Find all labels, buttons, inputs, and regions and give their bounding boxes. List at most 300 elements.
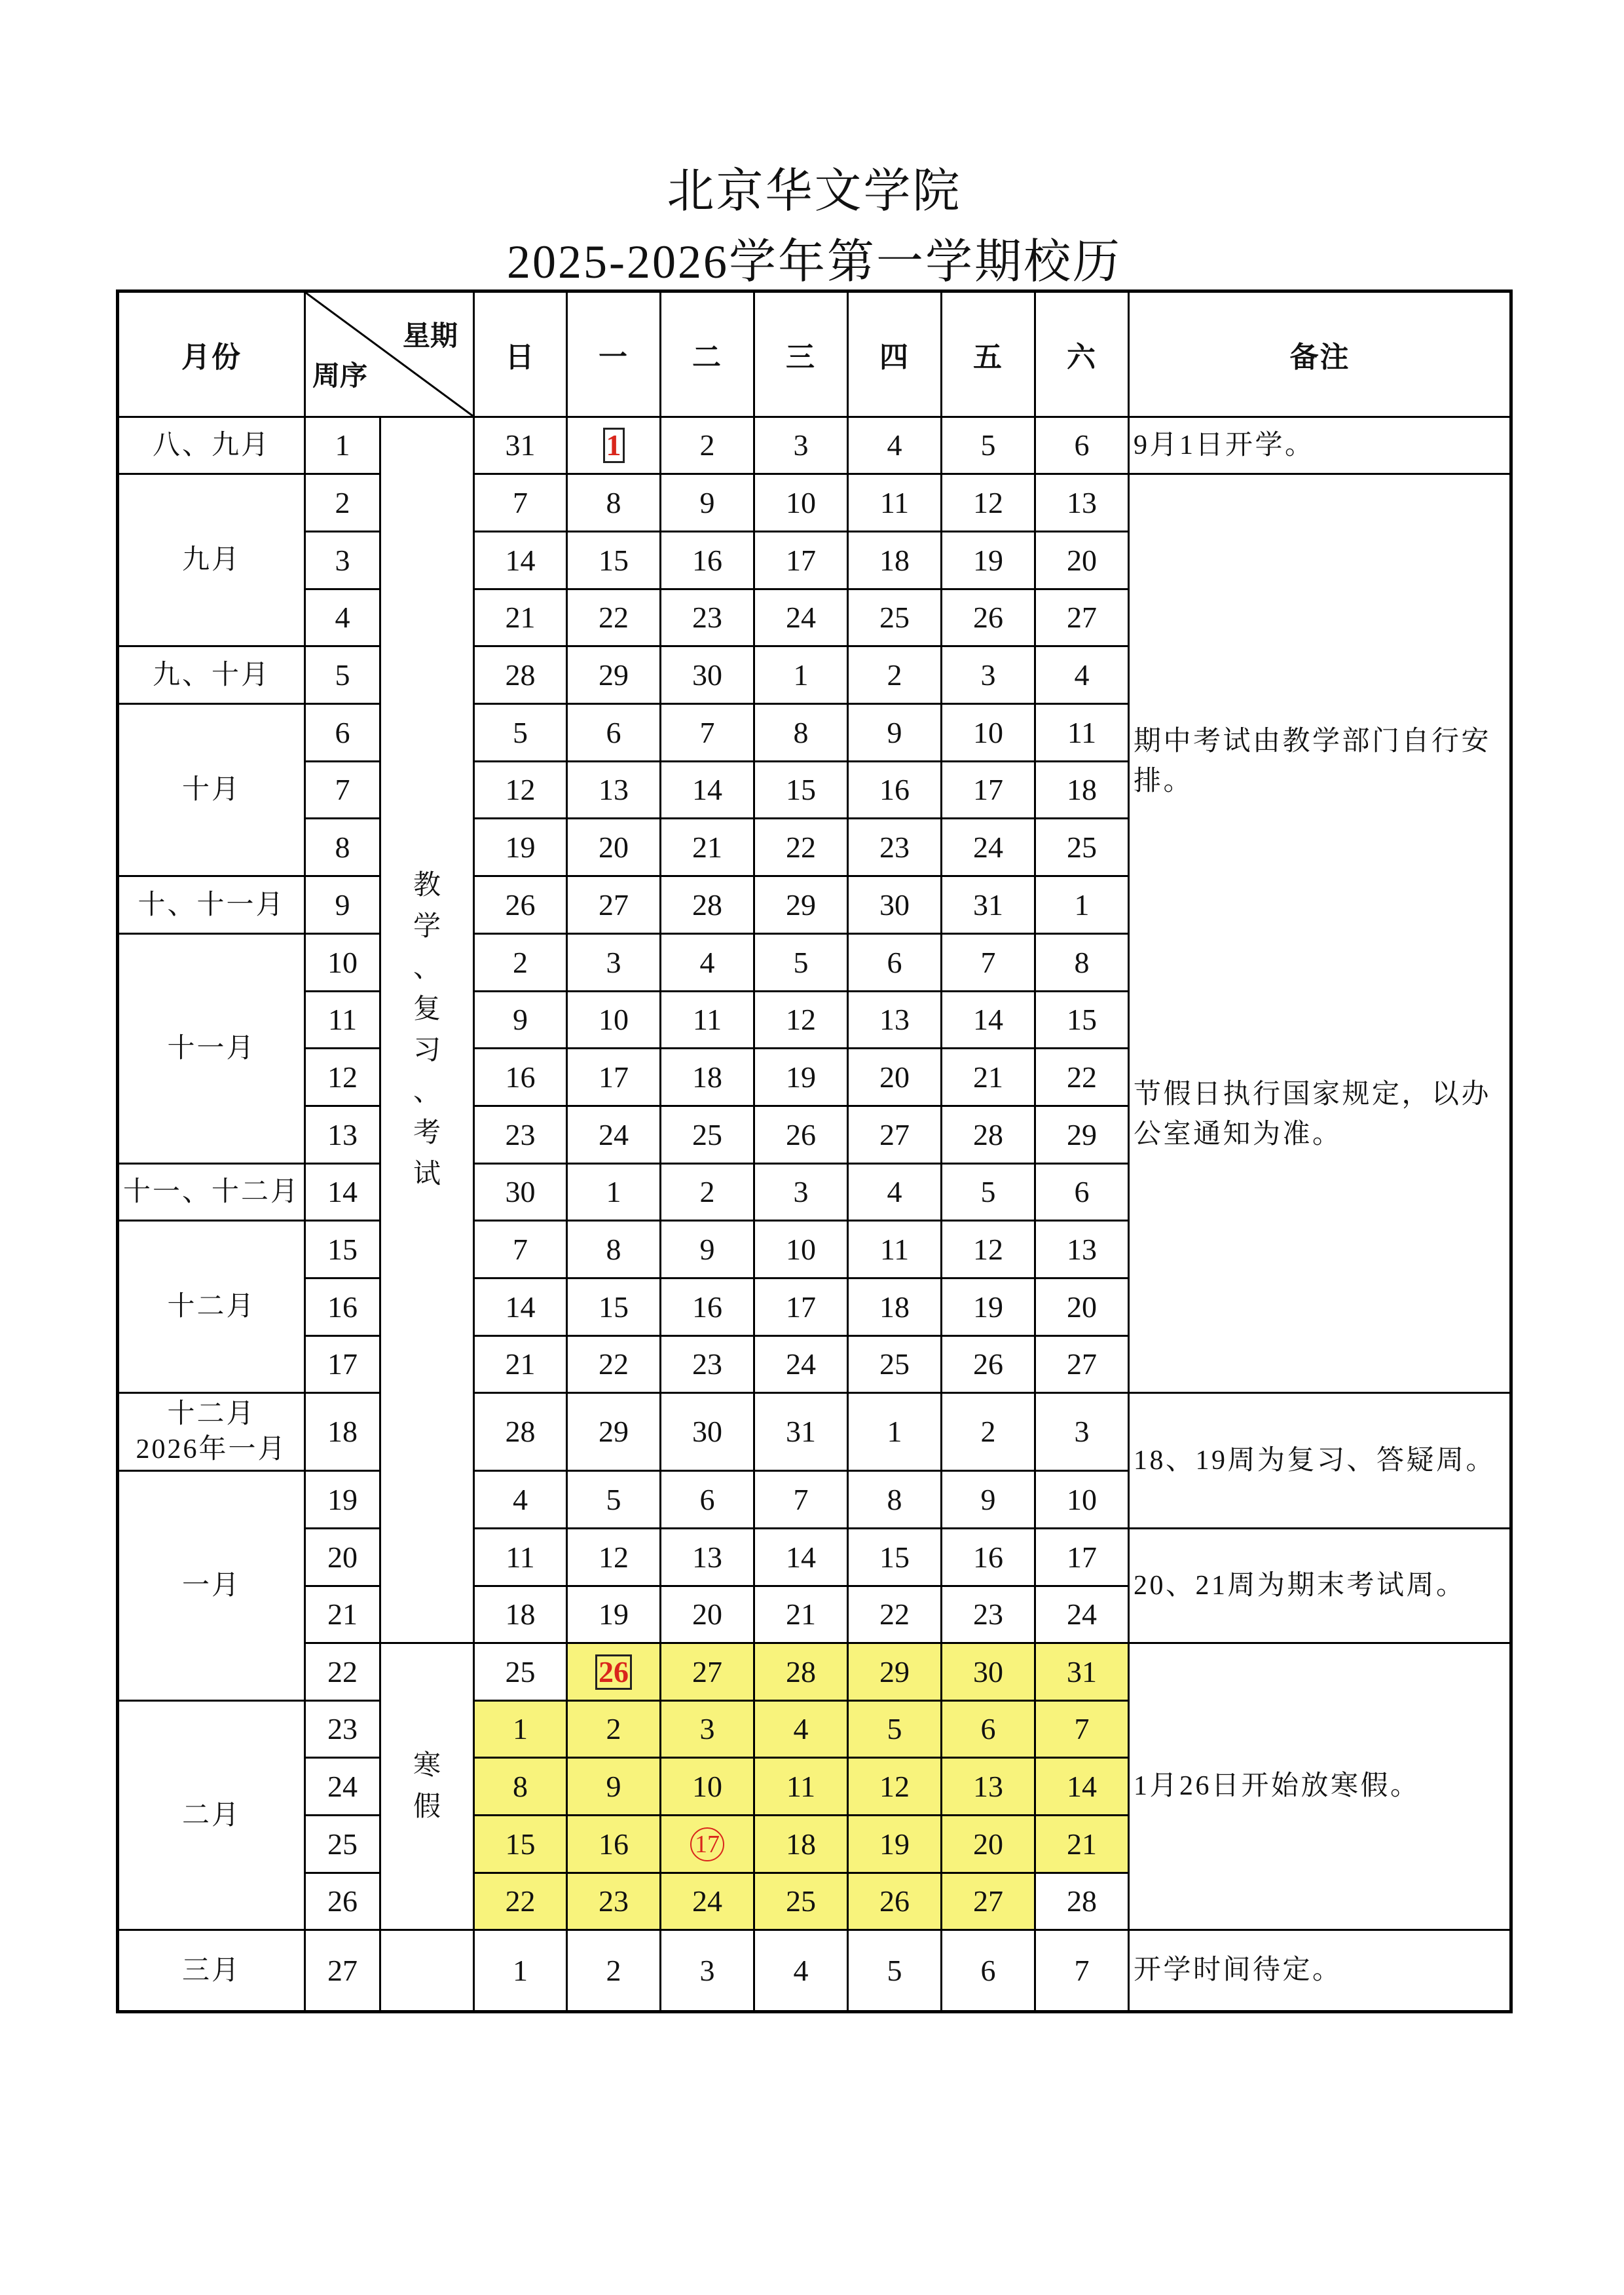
date-cell [473,1929,568,2012]
date-cell [753,645,849,705]
date-number: 26 [879,1884,910,1918]
date-number: 19 [505,830,536,864]
date-cell [473,1163,568,1222]
date-number: 4 [793,1953,809,1987]
week-number-cell [304,1527,381,1587]
vacation-date-cell [473,1814,568,1874]
date-number: 6 [1074,428,1090,462]
date-number: 12 [786,1003,816,1036]
date-number: 14 [973,1003,1003,1036]
vacation-date-cell [566,1642,661,1702]
date-number: 25 [1067,830,1097,864]
date-number: 25 [879,601,910,634]
date-cell [753,1163,849,1222]
date-number: 12 [973,1232,1003,1266]
date-number: 8 [606,1232,621,1266]
date-cell [940,473,1036,532]
date-number: 2 [606,1712,621,1745]
date-cell [1034,1527,1130,1587]
vacation-date-cell [847,1757,942,1816]
vacation-date-cell [940,1700,1036,1759]
date-number: 9 [606,1769,621,1803]
date-number: 16 [505,1060,536,1094]
date-cell [940,817,1036,877]
date-cell [566,1470,661,1529]
boxed-date-number: 1 [603,428,625,463]
date-number: 2 [606,1953,621,1987]
date-number: 16 [973,1540,1003,1574]
date-number: 13 [1067,1232,1097,1266]
phase-vacation-cell [379,1642,475,1931]
date-number: 18 [786,1827,816,1861]
week-number: 5 [335,658,350,692]
header-day-cell [753,291,849,418]
date-number: 13 [973,1769,1003,1803]
week-number: 6 [335,715,350,749]
date-number: 29 [599,1415,629,1448]
vacation-date-cell [566,1814,661,1874]
date-cell [753,817,849,877]
date-cell [473,531,568,590]
date-cell [659,1527,755,1587]
date-number: 2 [980,1415,996,1448]
week-number-cell [304,760,381,819]
date-number: 26 [505,887,536,922]
date-number: 12 [505,773,536,806]
date-cell [473,1642,568,1702]
date-number: 6 [887,945,902,979]
header-day-label: 一 [599,341,629,373]
date-cell [1034,1105,1130,1165]
date-cell [473,416,568,475]
date-cell [659,875,755,935]
date-number: 24 [786,601,816,634]
date-cell [847,1220,942,1279]
date-number: 22 [599,1347,629,1381]
date-cell [1034,531,1130,590]
vacation-date-cell [753,1757,849,1816]
date-cell [659,1929,755,2012]
date-cell [753,1392,849,1472]
date-number: 14 [786,1540,816,1574]
date-number: 10 [786,485,816,519]
date-cell [659,1335,755,1394]
week-number-cell [304,1163,381,1222]
date-cell [847,1929,942,2012]
date-number: 14 [692,773,722,806]
date-cell [940,875,1036,935]
date-cell [847,473,942,532]
week-number: 23 [327,1712,358,1745]
date-cell [753,416,849,475]
date-cell [847,416,942,475]
date-number: 3 [793,428,809,462]
date-number: 27 [599,887,629,922]
date-number: 10 [599,1003,629,1036]
date-number: 27 [692,1654,722,1689]
month-label: 十二月 [167,1399,256,1429]
date-cell [847,1277,942,1337]
date-cell [1034,1929,1130,2012]
date-number: 10 [973,715,1003,749]
date-cell [940,1105,1036,1165]
date-cell [659,1585,755,1644]
date-number: 14 [1067,1769,1097,1803]
week-number-cell [304,990,381,1049]
week-number: 26 [327,1884,358,1918]
date-number: 18 [879,1290,910,1324]
date-cell [473,1335,568,1394]
week-number: 18 [327,1415,358,1448]
week-number: 16 [327,1290,358,1324]
date-cell [473,1047,568,1107]
date-cell [566,760,661,819]
vacation-date-cell [753,1700,849,1759]
week-number: 27 [327,1953,358,1987]
vacation-date-cell [1034,1642,1130,1702]
date-number: 10 [692,1769,722,1803]
date-number: 29 [786,887,816,922]
date-number: 6 [1074,1175,1090,1208]
month-label: 九月 [181,545,241,575]
date-cell [940,1163,1036,1222]
date-cell [940,1047,1036,1107]
date-number: 5 [887,1953,902,1987]
date-number: 4 [793,1712,809,1745]
vacation-date-cell [1034,1700,1130,1759]
date-number: 17 [1067,1540,1097,1574]
date-number: 2 [699,428,715,462]
header-day-label: 三 [786,341,816,373]
week-number-cell [304,933,381,992]
date-number: 12 [973,485,1003,519]
date-number: 23 [599,1884,629,1918]
month-cell [117,1163,306,1222]
date-number: 25 [505,1654,536,1689]
week-number-cell [304,703,381,762]
month-cell [117,1392,306,1472]
week-number: 14 [327,1175,358,1208]
date-cell [940,760,1036,819]
date-cell [753,588,849,647]
vacation-date-cell [940,1814,1036,1874]
date-cell [847,875,942,935]
date-number: 9 [513,1003,528,1036]
date-number: 18 [1067,773,1097,806]
date-number: 27 [1067,1347,1097,1381]
calendar-title: 2025-2026学年第一学期校历 [507,236,1122,288]
vacation-date-cell [940,1642,1036,1702]
date-cell [753,473,849,532]
vacation-date-cell [847,1700,942,1759]
month-label-line2: 2026年一月 [136,1434,287,1465]
date-number: 1 [1074,887,1090,922]
date-cell [847,990,942,1049]
date-cell [473,1470,568,1529]
week-number: 8 [335,830,350,864]
date-cell [473,473,568,532]
vacation-date-cell [659,1642,755,1702]
week-number: 17 [327,1347,358,1381]
date-number: 26 [786,1117,816,1151]
date-cell [847,1105,942,1165]
date-number: 23 [692,1347,722,1381]
date-number: 17 [973,773,1003,806]
remark-text-holidays: 节假日执行国家规定，以办公室通知为准。 [1134,1079,1492,1149]
date-cell [659,1470,755,1529]
date-number: 11 [1067,715,1097,749]
date-cell [566,1392,661,1472]
date-number: 28 [505,658,536,692]
vacation-date-cell [473,1700,568,1759]
date-cell [473,1220,568,1279]
vacation-date-cell [847,1642,942,1702]
month-cell [117,933,306,1165]
date-number: 11 [506,1540,535,1574]
date-number: 28 [786,1654,816,1689]
month-cell [117,1929,306,2012]
vacation-date-cell [940,1872,1036,1931]
vacation-date-cell [566,1700,661,1759]
date-number: 26 [973,1347,1003,1381]
week-number-cell [304,1872,381,1931]
month-cell [117,875,306,935]
date-number: 30 [879,887,910,922]
date-number: 1 [887,1415,902,1448]
date-cell [566,1220,661,1279]
date-number: 12 [879,1769,910,1803]
date-number: 17 [786,1290,816,1324]
date-cell [753,1047,849,1107]
date-cell [659,703,755,762]
date-cell [566,1047,661,1107]
remark-cell [1128,473,1512,1394]
week-number: 19 [327,1482,358,1516]
date-cell [753,1527,849,1587]
week-number: 22 [327,1654,358,1689]
date-number: 8 [513,1769,528,1803]
date-number: 9 [887,715,902,749]
phase-teaching-cell [379,416,475,1644]
date-cell [847,1392,942,1472]
date-cell [659,416,755,475]
date-cell [566,645,661,705]
date-cell [847,1163,942,1222]
date-number: 23 [692,601,722,634]
date-cell [753,1335,849,1394]
vacation-date-cell [566,1757,661,1816]
week-number-cell [304,1335,381,1394]
date-number: 22 [505,1884,536,1918]
date-number: 3 [606,945,621,979]
date-number: 7 [1074,1953,1090,1987]
month-label: 十、十一月 [138,889,286,920]
header-day-label: 四 [879,341,910,373]
month-label: 八、九月 [152,430,270,460]
remark-text: 9月1日开学。 [1134,430,1315,460]
date-number: 19 [973,1290,1003,1324]
date-cell [566,990,661,1049]
date-number: 15 [786,773,816,806]
week-number: 2 [335,485,350,519]
date-cell [940,990,1036,1049]
date-cell [1034,817,1130,877]
date-number: 9 [699,1232,715,1266]
circled-date-number: 17 [690,1827,724,1861]
date-number: 23 [505,1117,536,1151]
date-number: 9 [980,1482,996,1516]
week-number-cell [304,1814,381,1874]
date-cell [473,1527,568,1587]
date-number: 23 [973,1597,1003,1631]
date-number: 9 [699,485,715,519]
vacation-date-cell [566,1872,661,1931]
week-number: 13 [327,1117,358,1151]
date-number: 13 [692,1540,722,1574]
week-number: 21 [327,1597,358,1631]
date-number: 4 [887,1175,902,1208]
date-number: 30 [505,1175,536,1208]
date-number: 17 [599,1060,629,1094]
date-cell [566,1277,661,1337]
date-cell [1034,760,1130,819]
week-number-cell [304,1220,381,1279]
vacation-date-cell [659,1700,755,1759]
date-number: 3 [980,658,996,692]
month-label: 二月 [181,1800,241,1831]
date-number: 20 [1067,543,1097,577]
date-cell [940,1929,1036,2012]
date-cell [659,1277,755,1337]
date-number: 24 [1067,1597,1097,1631]
month-label: 十一、十二月 [122,1177,300,1207]
date-number: 19 [599,1597,629,1631]
date-number: 14 [505,1290,536,1324]
date-cell [659,760,755,819]
date-number: 18 [879,543,910,577]
vacation-date-cell [1034,1757,1130,1816]
date-cell [940,1392,1036,1472]
header-day-cell [940,291,1036,418]
vacation-date-cell [473,1872,568,1931]
diagonal-divider [306,293,473,416]
date-cell [1034,1047,1130,1107]
date-number: 24 [973,830,1003,864]
date-cell [659,645,755,705]
header-day-label: 五 [973,341,1003,373]
date-number: 1 [513,1712,528,1745]
date-cell [1034,645,1130,705]
date-cell [753,1220,849,1279]
date-number: 7 [980,945,996,979]
date-cell [940,1527,1036,1587]
week-number-cell [304,1585,381,1644]
date-cell [1034,473,1130,532]
week-number-cell [304,1105,381,1165]
date-cell [566,875,661,935]
week-number-cell [304,1642,381,1702]
date-cell [847,1527,942,1587]
header-day-label: 日 [505,341,536,373]
date-number: 21 [692,830,722,864]
school-name: 北京华文学院 [667,165,962,217]
date-cell [1034,416,1130,475]
date-cell [847,531,942,590]
date-number: 2 [699,1175,715,1208]
header-diagonal-cell [304,291,475,418]
date-number: 29 [879,1654,910,1689]
date-number: 13 [1067,485,1097,519]
date-number: 3 [699,1953,715,1987]
date-number: 22 [1067,1060,1097,1094]
date-cell [659,588,755,647]
week-number: 10 [327,945,358,979]
date-number: 23 [879,830,910,864]
date-cell [566,1585,661,1644]
date-cell [566,1163,661,1222]
remark-text: 20、21周为期末考试周。 [1134,1570,1466,1601]
month-cell [117,1470,306,1702]
date-cell [1034,875,1130,935]
date-number: 1 [793,658,809,692]
remark-text-midterm: 期中考试由教学部门自行安排。 [1134,726,1492,796]
header-day-cell [847,291,942,418]
week-number-cell [304,1470,381,1529]
week-number-cell [304,875,381,935]
week-number: 9 [335,887,350,922]
date-number: 19 [786,1060,816,1094]
week-number: 20 [327,1540,358,1574]
date-number: 26 [973,601,1003,634]
date-number: 11 [786,1769,816,1803]
date-number: 13 [879,1003,910,1036]
date-cell [753,1277,849,1337]
date-number: 21 [1067,1827,1097,1861]
date-number: 27 [1067,601,1097,634]
date-number: 6 [606,715,621,749]
date-number: 15 [879,1540,910,1574]
date-cell [847,1047,942,1107]
date-cell [659,990,755,1049]
remark-text: 开学时间待定。 [1134,1955,1342,1985]
date-cell [940,1277,1036,1337]
header-day-cell [473,291,568,418]
week-number-cell [304,817,381,877]
date-number: 24 [692,1884,722,1918]
month-cell [117,473,306,647]
date-number: 3 [699,1712,715,1745]
date-cell [940,933,1036,992]
date-number: 4 [1074,658,1090,692]
date-cell [753,531,849,590]
date-cell [473,588,568,647]
date-cell [753,1105,849,1165]
date-number: 24 [599,1117,629,1151]
date-cell [1034,1220,1130,1279]
date-number: 25 [692,1117,722,1151]
month-label: 九、十月 [152,660,270,690]
vacation-date-cell [473,1757,568,1816]
date-cell [940,1585,1036,1644]
date-number: 30 [973,1654,1003,1689]
date-cell [753,703,849,762]
date-cell [566,1929,661,2012]
date-number: 11 [879,485,910,519]
date-number: 7 [699,715,715,749]
date-cell [473,760,568,819]
remark-cell [1128,1527,1512,1644]
date-number: 21 [505,1347,536,1381]
